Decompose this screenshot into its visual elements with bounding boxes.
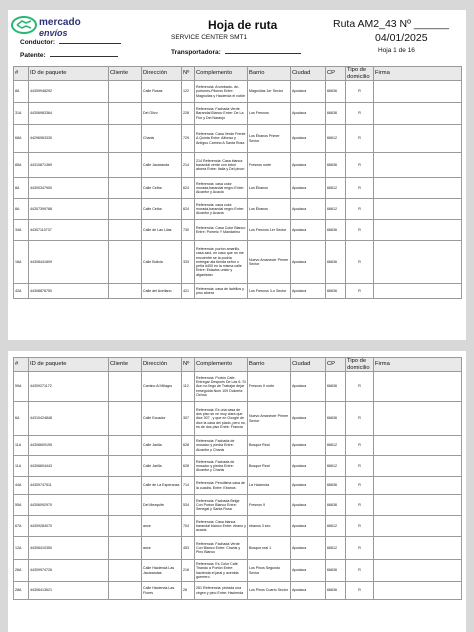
cell-neighborhood: Fresnos 9 xyxy=(248,495,291,516)
cell-signature xyxy=(374,178,462,199)
cell-package-id: 44310424848 xyxy=(29,402,109,436)
cell-address-type: R xyxy=(346,456,374,477)
cell-address-type: R xyxy=(346,241,374,284)
cell-address: Calle Ecuador xyxy=(142,402,182,436)
cell-address: Calle Bolivia xyxy=(142,241,182,284)
cell-street-number: 628 xyxy=(182,436,195,456)
cell-row-number: 44A xyxy=(14,477,29,495)
delivery-table-2 xyxy=(13,357,462,600)
table-row xyxy=(14,284,462,299)
cell-postal-code: 66636 xyxy=(326,241,346,284)
cell-package-id: 44309974726 xyxy=(29,560,109,582)
cell-package-id: 44309271172 xyxy=(29,372,109,402)
cell-address-type: R xyxy=(346,495,374,516)
cell-address-type: R xyxy=(346,178,374,199)
cell-city: Apodaca xyxy=(291,582,326,600)
cell-signature xyxy=(374,125,462,153)
cell-signature xyxy=(374,537,462,560)
cell-street-number: 28 xyxy=(182,582,195,600)
cell-complement: Referencia: Casa Color Blanco Entre: Pomelo Y Mandarino xyxy=(195,220,248,241)
cell-complement: 214 Referencia: Casa blanca barandal verde con árbol afuera Entre: Italia y Del pinon xyxy=(195,153,248,178)
cell-street-number: 214 xyxy=(182,153,195,178)
cell-postal-code: 66612 xyxy=(326,516,346,537)
cell-address-type: R xyxy=(346,516,374,537)
cell-package-id: 44310871369 xyxy=(29,153,109,178)
cell-address: Calle Ceiba xyxy=(142,178,182,199)
cell-address-type: R xyxy=(346,537,374,560)
cell-neighborhood: Magnolias 1er Sector xyxy=(248,81,291,103)
cell-neighborhood: La Hacienda xyxy=(248,477,291,495)
cell-package-id: 44309747511 xyxy=(29,477,109,495)
cell-address-type: R xyxy=(346,220,374,241)
cell-complement: Referencia: Fachada Verde Con Blanco Entre: Chanis y Pino Blanco xyxy=(195,537,248,560)
logo-line-2: envíos xyxy=(39,28,68,38)
cell-row-number: 8A xyxy=(14,178,29,199)
cell-package-id: 44308441809 xyxy=(29,241,109,284)
column-header-postal-code: CP xyxy=(326,358,346,372)
cell-street-number: 333 xyxy=(182,241,195,284)
column-header-city: Ciudad xyxy=(291,358,326,372)
cell-postal-code: 66636 xyxy=(326,153,346,178)
cell-street-number: 714 xyxy=(182,477,195,495)
cell-address: Calle del Avellano xyxy=(142,284,182,299)
column-header-package-id: ID de paquete xyxy=(29,358,109,372)
cell-neighborhood: Los Fresnos 1er Sector xyxy=(248,220,291,241)
cell-neighborhood: Los Ébanos xyxy=(248,178,291,199)
cell-street-number: 421 xyxy=(182,284,195,299)
cell-complement: Referencia: casa de ladrillos y pino afuera xyxy=(195,284,248,299)
cell-city: Apodaca xyxy=(291,103,326,125)
route-sheet-header xyxy=(8,10,466,66)
cell-street-number: 307 xyxy=(182,402,195,436)
cell-address: Del Mezquite xyxy=(142,495,182,516)
cell-row-number: 67A xyxy=(14,516,29,537)
cell-city: Apodaca xyxy=(291,477,326,495)
cell-complement: Referencia: Es una casa de dos piso se ve muy clara que dice 307 , y que en Google de dice la casa del plado, pero no, es de dos piso Entre: Francia xyxy=(195,402,248,436)
table-row xyxy=(14,153,462,178)
table-row xyxy=(14,477,462,495)
cell-signature xyxy=(374,516,462,537)
cell-postal-code: 66636 xyxy=(326,582,346,600)
cell-neighborhood: Los Pinos Cuarto Sector xyxy=(248,582,291,600)
cell-address-type: R xyxy=(346,81,374,103)
cell-city: Apodaca xyxy=(291,153,326,178)
cell-address: Chanis xyxy=(142,125,182,153)
page-counter: Hoja 1 de 16 xyxy=(378,47,415,54)
cell-city: Apodaca xyxy=(291,456,326,477)
cell-city: Apodaca xyxy=(291,516,326,537)
cell-signature xyxy=(374,220,462,241)
transportadora-label: Transportadora: xyxy=(171,49,221,56)
column-header-client: Cliente xyxy=(109,358,142,372)
table-header-row xyxy=(14,358,462,372)
cell-address: Del Olivo xyxy=(142,103,182,125)
cell-street-number: 453 xyxy=(182,537,195,560)
cell-package-id: 44300347900 xyxy=(29,178,109,199)
cell-package-id: 44306092970 xyxy=(29,495,109,516)
cell-city: Apodaca xyxy=(291,495,326,516)
column-header-client: Cliente xyxy=(109,67,142,81)
cell-postal-code: 66636 xyxy=(326,220,346,241)
table-row xyxy=(14,103,462,125)
route-sheet-page-2 xyxy=(8,351,466,632)
column-header-signature: Firma xyxy=(374,67,462,81)
cell-postal-code: 66636 xyxy=(326,284,346,299)
table-row xyxy=(14,241,462,284)
cell-address: Calle Hacienda Las Flores xyxy=(142,582,182,600)
cell-neighborhood: ebanos 3 sec xyxy=(248,516,291,537)
cell-client xyxy=(109,516,142,537)
cell-address: Camino Al Milagro xyxy=(142,372,182,402)
cell-client xyxy=(109,495,142,516)
column-header-address: Dirección xyxy=(142,358,182,372)
cell-address: ance xyxy=(142,516,182,537)
cell-address: Calle Rosas xyxy=(142,81,182,103)
cell-complement: 261 Referencia: pintada una virgen y pino Entre: Hacienda xyxy=(195,582,248,600)
column-header-neighborhood: Barrio xyxy=(248,358,291,372)
cell-package-id: 44309948292 xyxy=(29,81,109,103)
cell-address: Calle Jarilla xyxy=(142,436,182,456)
cell-postal-code: 66636 xyxy=(326,477,346,495)
cell-signature xyxy=(374,477,462,495)
table-row xyxy=(14,537,462,560)
cell-postal-code: 66612 xyxy=(326,456,346,477)
cell-postal-code: 66636 xyxy=(326,402,346,436)
patente-label: Patente: xyxy=(20,52,46,59)
conductor-label: Conductor: xyxy=(20,39,56,46)
cell-row-number: 8A xyxy=(14,81,29,103)
cell-signature xyxy=(374,582,462,600)
cell-client xyxy=(109,372,142,402)
cell-neighborhood: Fresnos norte xyxy=(248,153,291,178)
cell-package-id: 44307110737 xyxy=(29,220,109,241)
cell-address-type: R xyxy=(346,125,374,153)
table-row xyxy=(14,560,462,582)
column-header-complement: Complemento xyxy=(195,67,248,81)
cell-complement: Referencia: Penúltima casa de la cuadra. Entre: Ebanos xyxy=(195,477,248,495)
cell-postal-code: 66612 xyxy=(326,199,346,220)
cell-city: Apodaca xyxy=(291,372,326,402)
cell-row-number: 55A xyxy=(14,495,29,516)
cell-postal-code: 66612 xyxy=(326,436,346,456)
patente-blank xyxy=(50,50,118,57)
cell-client xyxy=(109,456,142,477)
cell-postal-code: 66636 xyxy=(326,495,346,516)
table-row xyxy=(14,402,462,436)
cell-address: Calle Jarilla xyxy=(142,456,182,477)
column-header-postal-code: CP xyxy=(326,67,346,81)
transportadora-blank xyxy=(225,47,301,54)
cell-address-type: R xyxy=(346,582,374,600)
cell-signature xyxy=(374,495,462,516)
cell-neighborhood: Fresnos II norte xyxy=(248,372,291,402)
cell-package-id: 44296963330 xyxy=(29,125,109,153)
cell-row-number: 11A xyxy=(14,456,29,477)
cell-package-id: 44306609195 xyxy=(29,436,109,456)
cell-address-type: R xyxy=(346,103,374,125)
transportadora-field xyxy=(171,47,301,56)
column-header-address-type: Tipo de domicilio xyxy=(346,67,374,81)
cell-client xyxy=(109,284,142,299)
cell-address: Calle Jacaranda xyxy=(142,153,182,178)
cell-client xyxy=(109,402,142,436)
cell-client xyxy=(109,582,142,600)
cell-package-id: 44306983364 xyxy=(29,103,109,125)
cell-city: Apodaca xyxy=(291,241,326,284)
cell-row-number: 34A xyxy=(14,220,29,241)
cell-complement: Referencia: casa color morada,barandal negro Entre: Alcanfor y Acacia xyxy=(195,178,248,199)
cell-signature xyxy=(374,199,462,220)
cell-package-id: 44308878750 xyxy=(29,284,109,299)
route-date: 04/01/2025 xyxy=(375,32,428,44)
column-header-street-number: Nº xyxy=(182,358,195,372)
cell-client xyxy=(109,199,142,220)
table-row xyxy=(14,495,462,516)
conductor-field xyxy=(20,37,121,46)
table-row xyxy=(14,199,462,220)
cell-address-type: R xyxy=(346,372,374,402)
cell-row-number: 31A xyxy=(14,103,29,125)
cell-complement: Referencia: casa color morada,barandal negro Entre: Alcanfor y Acacia xyxy=(195,199,248,220)
cell-row-number: 68A xyxy=(14,125,29,153)
cell-street-number: 112 xyxy=(182,372,195,402)
cell-city: Apodaca xyxy=(291,402,326,436)
cell-address: Calle de Las Lilas xyxy=(142,220,182,241)
cell-signature xyxy=(374,241,462,284)
cell-neighborhood: Los Ébanos xyxy=(248,199,291,220)
cell-city: Apodaca xyxy=(291,560,326,582)
logo-line-1: mercado xyxy=(39,17,81,28)
column-header-address: Dirección xyxy=(142,67,182,81)
cell-package-id: 44307399768 xyxy=(29,199,109,220)
cell-street-number: 228 xyxy=(182,103,195,125)
cell-neighborhood: Bosque Real xyxy=(248,456,291,477)
cell-signature xyxy=(374,402,462,436)
cell-row-number: 85A xyxy=(14,153,29,178)
cell-street-number: 122 xyxy=(182,81,195,103)
cell-complement: Referencia: Fachada de mosaico y piedra Entre: Alcanfor y Chanis xyxy=(195,456,248,477)
cell-street-number: 730 xyxy=(182,220,195,241)
table-header-row xyxy=(14,67,462,81)
cell-postal-code: 66636 xyxy=(326,372,346,402)
patente-field xyxy=(20,50,118,59)
route-sheet-page-1 xyxy=(8,10,466,340)
cell-postal-code: 66612 xyxy=(326,125,346,153)
cell-row-number: 42A xyxy=(14,284,29,299)
cell-package-id: 44306604443 xyxy=(29,456,109,477)
cell-address: Calle Hacienda Las Jacarandas xyxy=(142,560,182,582)
cell-client xyxy=(109,220,142,241)
cell-street-number: 704 xyxy=(182,516,195,537)
cell-row-number: 26A xyxy=(14,560,29,582)
cell-client xyxy=(109,537,142,560)
cell-address: Calle de La Esperanza xyxy=(142,477,182,495)
cell-client xyxy=(109,241,142,284)
cell-city: Apodaca xyxy=(291,220,326,241)
cell-signature xyxy=(374,456,462,477)
cell-client xyxy=(109,178,142,199)
cell-postal-code: 66612 xyxy=(326,537,346,560)
column-header-signature: Firma xyxy=(374,358,462,372)
cell-address-type: R xyxy=(346,560,374,582)
cell-complement: Referencia: Portón Cafe. Entregar Después De Las 6. Si Aun no llego de Trabajar dejar enseguida Num 109 Dulceria Ochoa xyxy=(195,372,248,402)
cell-complement: Referencia: Fachada Beige Con Porton Blanco Entre: Senegal y Santa Rosa xyxy=(195,495,248,516)
cell-client xyxy=(109,103,142,125)
cell-client xyxy=(109,560,142,582)
cell-signature xyxy=(374,103,462,125)
cell-street-number: 624 xyxy=(182,199,195,220)
cell-complement: Referencia: Casa blanca barandal blanco Entre: ebano y acacia xyxy=(195,516,248,537)
cell-city: Apodaca xyxy=(291,537,326,560)
cell-street-number: 624 xyxy=(182,178,195,199)
cell-street-number: 628 xyxy=(182,456,195,477)
cell-address-type: R xyxy=(346,402,374,436)
cell-address-type: R xyxy=(346,477,374,495)
cell-signature xyxy=(374,436,462,456)
cell-neighborhood: Bosque real 1 xyxy=(248,537,291,560)
cell-signature xyxy=(374,81,462,103)
cell-city: Apodaca xyxy=(291,125,326,153)
cell-complement: Referencia: porton amarillo, casa azul, en caso que no me encuentre se la podría entregar ala tienda señor o peña #400 en la misma calle Entre: Estados unido y afganistan xyxy=(195,241,248,284)
cell-signature xyxy=(374,284,462,299)
cell-street-number: 534 xyxy=(182,495,195,516)
column-header-row-number: # xyxy=(14,67,29,81)
cell-row-number: 12A xyxy=(14,537,29,560)
cell-neighborhood: Los Pinos Segundo Sector xyxy=(248,560,291,582)
column-header-address-type: Tipo de domicilio xyxy=(346,358,374,372)
cell-client xyxy=(109,81,142,103)
cell-client xyxy=(109,436,142,456)
cell-address: Calle Ceiba xyxy=(142,199,182,220)
cell-address: ance xyxy=(142,537,182,560)
cell-package-id: 44306413621 xyxy=(29,582,109,600)
cell-address-type: R xyxy=(346,199,374,220)
cell-complement: Referencia: Fachada Verde Barandal Blanco Entre: De La Flor y Del Naranjo xyxy=(195,103,248,125)
conductor-blank xyxy=(59,37,121,44)
cell-city: Apodaca xyxy=(291,436,326,456)
column-header-street-number: Nº xyxy=(182,67,195,81)
cell-city: Apodaca xyxy=(291,284,326,299)
cell-row-number: 28A xyxy=(14,582,29,600)
cell-client xyxy=(109,477,142,495)
column-header-row-number: # xyxy=(14,358,29,372)
cell-neighborhood: Los Fresnos xyxy=(248,103,291,125)
table-row xyxy=(14,582,462,600)
cell-neighborhood: Los Ébanos Primer Sector xyxy=(248,125,291,153)
table-row xyxy=(14,220,462,241)
cell-neighborhood: Bosque Real xyxy=(248,436,291,456)
table-row xyxy=(14,81,462,103)
cell-complement: Referencia: Arumbado- de-portones-Pilonos Entre: Magnolias y Hacienda el noble xyxy=(195,81,248,103)
cell-complement: Referencia: Casa Verde Frente A Quinta Entre: Alfonso y Antiguo Camino A Santa Rosa xyxy=(195,125,248,153)
cell-row-number: 11A xyxy=(14,436,29,456)
cell-row-number: 59A xyxy=(14,372,29,402)
cell-postal-code: 66636 xyxy=(326,81,346,103)
column-header-complement: Complemento xyxy=(195,358,248,372)
column-header-package-id: ID de paquete xyxy=(29,67,109,81)
cell-row-number: 8A xyxy=(14,199,29,220)
page-title: Hoja de ruta xyxy=(208,18,278,32)
table-row xyxy=(14,372,462,402)
table-body xyxy=(14,372,462,600)
cell-neighborhood: Nuevo Amanecer Primer Sector xyxy=(248,241,291,284)
cell-package-id: 44309284070 xyxy=(29,516,109,537)
delivery-table-1 xyxy=(13,66,462,299)
cell-city: Apodaca xyxy=(291,199,326,220)
cell-signature xyxy=(374,560,462,582)
cell-signature xyxy=(374,153,462,178)
cell-address-type: R xyxy=(346,153,374,178)
cell-row-number: 16A xyxy=(14,241,29,284)
cell-package-id: 44306410350 xyxy=(29,537,109,560)
cell-city: Apodaca xyxy=(291,178,326,199)
cell-signature xyxy=(374,372,462,402)
cell-neighborhood: Nuevo Amanecer Primer Sector xyxy=(248,402,291,436)
table-row xyxy=(14,178,462,199)
table-body xyxy=(14,81,462,299)
cell-street-number: 729 xyxy=(182,125,195,153)
table-row xyxy=(14,125,462,153)
cell-address-type: R xyxy=(346,284,374,299)
cell-complement: Referencia: Es Color Café Tirando a Portón Entre: hacienda el jaral y avenida guerrero xyxy=(195,560,248,582)
column-header-city: Ciudad xyxy=(291,67,326,81)
column-header-neighborhood: Barrio xyxy=(248,67,291,81)
cell-postal-code: 66636 xyxy=(326,103,346,125)
table-row xyxy=(14,456,462,477)
cell-address-type: R xyxy=(346,436,374,456)
cell-postal-code: 66636 xyxy=(326,560,346,582)
cell-neighborhood: Los Fresnos 3-o Sector xyxy=(248,284,291,299)
route-number: Ruta AM2_43 Nº ______ xyxy=(333,18,449,30)
cell-complement: Referencia: Fachada de mosaico y piedra Entre: Alcanfor y Chanis xyxy=(195,436,248,456)
cell-postal-code: 66612 xyxy=(326,178,346,199)
table-row xyxy=(14,436,462,456)
service-center: SERVICE CENTER SMT1 xyxy=(171,34,248,41)
cell-row-number: 6A xyxy=(14,402,29,436)
cell-city: Apodaca xyxy=(291,81,326,103)
table-row xyxy=(14,516,462,537)
cell-client xyxy=(109,125,142,153)
cell-street-number: 216 xyxy=(182,560,195,582)
cell-client xyxy=(109,153,142,178)
